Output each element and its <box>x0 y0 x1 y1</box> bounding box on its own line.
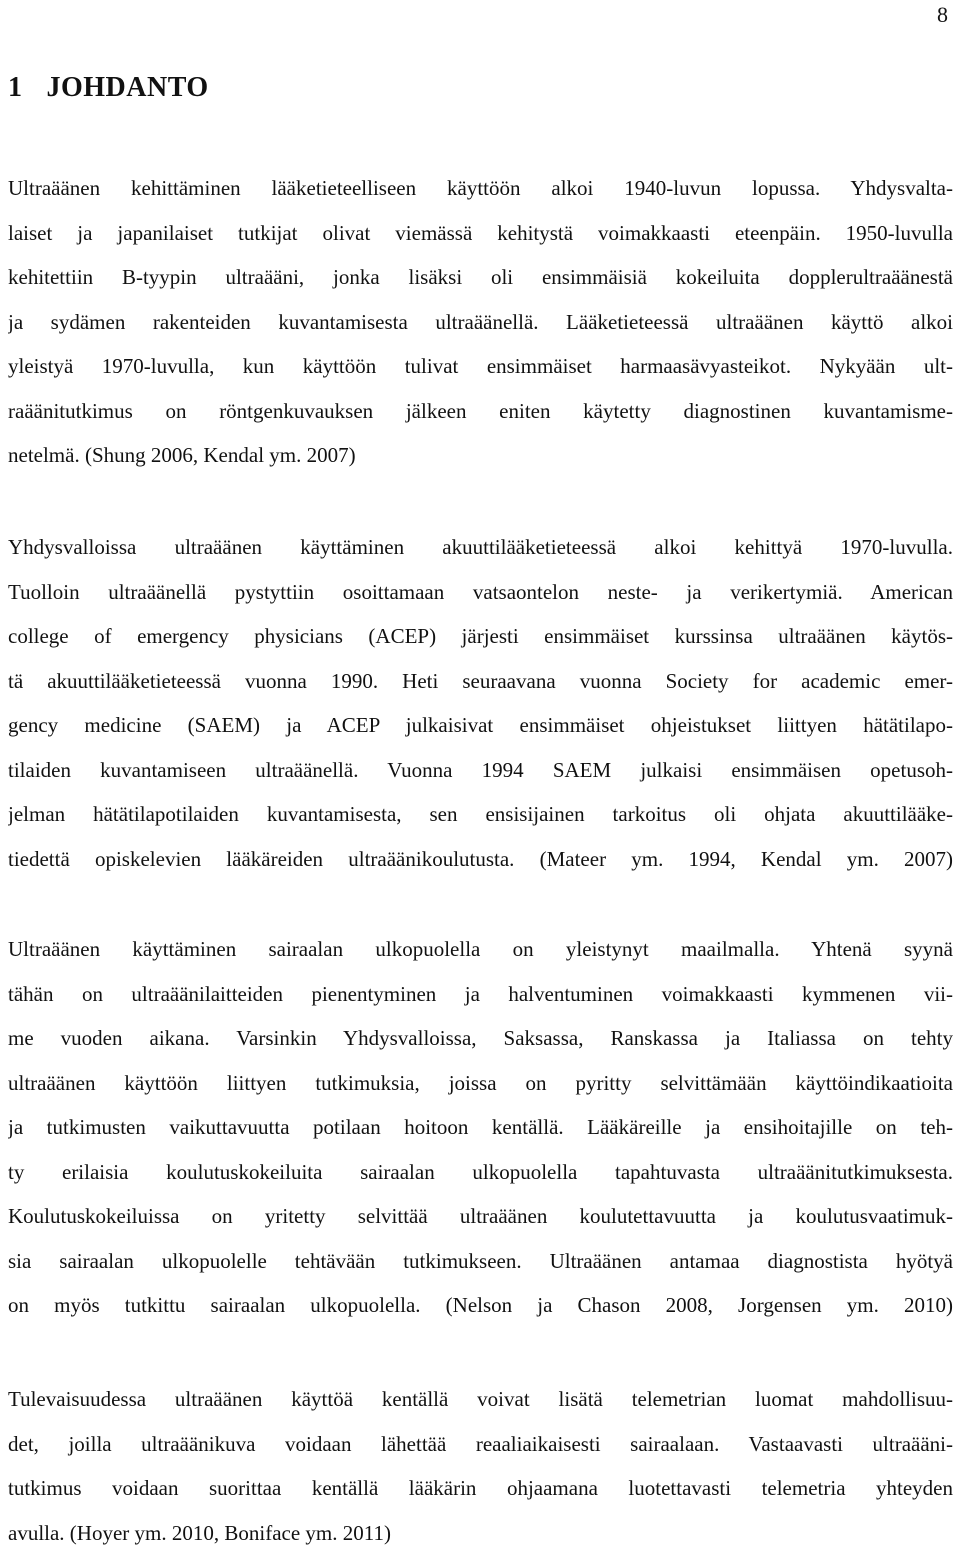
text-line: sia sairaalan ulkopuolelle tehtävään tutkimukseen. Ultraäänen antamaa diagnostista hyötyä <box>8 1239 953 1284</box>
text-line: ja tutkimusten vaikuttavuutta potilaan hoitoon kentällä. Lääkäreille ja ensihoitajille on teh- <box>8 1105 953 1150</box>
text-line: on myös tutkittu sairaalan ulkopuolella. (Nelson ja Chason 2008, Jorgensen ym. 2010) <box>8 1283 953 1328</box>
text-line: laiset ja japanilaiset tutkijat olivat viemässä kehitystä voimakkaasti eteenpäin. 1950-luvulla <box>8 211 953 256</box>
text-line: tähän on ultraäänilaitteiden pienentyminen ja halventuminen voimakkaasti kymmenen vii- <box>8 972 953 1017</box>
text-line: ja sydämen rakenteiden kuvantamisesta ultraäänellä. Lääketieteessä ultraäänen käyttö alkoi <box>8 300 953 345</box>
text-line: tiedettä opiskelevien lääkäreiden ultraäänikoulutusta. (Mateer ym. 1994, Kendal ym. 2007) <box>8 837 953 882</box>
text-line: Ultraäänen kehittäminen lääketieteelliseen käyttöön alkoi 1940-luvun lopussa. Yhdysvalta- <box>8 166 953 211</box>
text-line: Tuolloin ultraäänellä pystyttiin osoittamaan vatsaontelon neste- ja verikertymiä. American <box>8 570 953 615</box>
text-line: tutkimus voidaan suorittaa kentällä lääkärin ohjaamana luotettavasti telemetria yhteyden <box>8 1466 953 1511</box>
text-line: ultraäänen käyttöön liittyen tutkimuksia, joissa on pyritty selvittämään käyttöindikaatioita <box>8 1061 953 1106</box>
chapter-heading <box>8 72 209 104</box>
page-number: 8 <box>937 2 948 28</box>
text-line: college of emergency physicians (ACEP) järjesti ensimmäiset kurssinsa ultraäänen käytös- <box>8 614 953 659</box>
text-line: gency medicine (SAEM) ja ACEP julkaisivat ensimmäiset ohjeistukset liittyen hätätilapo- <box>8 703 953 748</box>
text-line: Tulevaisuudessa ultraäänen käyttöä kentällä voivat lisätä telemetrian luomat mahdollisuu- <box>8 1377 953 1422</box>
paragraph-1 <box>8 166 953 478</box>
text-line: me vuoden aikana. Varsinkin Yhdysvalloissa, Saksassa, Ranskassa ja Italiassa on tehty <box>8 1016 953 1061</box>
text-line: Ultraäänen käyttäminen sairaalan ulkopuolella on yleistynyt maailmalla. Yhtenä syynä <box>8 927 953 972</box>
text-line: det, joilla ultraäänikuva voidaan lähettää reaaliaikaisesti sairaalaan. Vastaavasti ultraääni- <box>8 1422 953 1467</box>
text-line: Koulutuskokeiluissa on yritetty selvittää ultraäänen koulutettavuutta ja koulutusvaatimuk- <box>8 1194 953 1239</box>
paragraph-2 <box>8 525 953 881</box>
text-line: raäänitutkimus on röntgenkuvauksen jälkeen eniten käytetty diagnostinen kuvantamisme- <box>8 389 953 434</box>
text-line: yleistyä 1970-luvulla, kun käyttöön tulivat ensimmäiset harmaasävyasteikot. Nykyään ult- <box>8 344 953 389</box>
text-line: netelmä. (Shung 2006, Kendal ym. 2007) <box>8 433 953 478</box>
text-line: Yhdysvalloissa ultraäänen käyttäminen akuuttilääketieteessä alkoi kehittyä 1970-luvulla. <box>8 525 953 570</box>
paragraph-3 <box>8 927 953 1328</box>
paragraph-4 <box>8 1377 953 1555</box>
text-line: kehitettiin B-tyypin ultraääni, jonka lisäksi oli ensimmäisiä kokeiluita dopplerultraäänestä <box>8 255 953 300</box>
text-line: tä akuuttilääketieteessä vuonna 1990. Heti seuraavana vuonna Society for academic emer- <box>8 659 953 704</box>
text-line: avulla. (Hoyer ym. 2010, Boniface ym. 2011) <box>8 1511 953 1555</box>
text-line: ty erilaisia koulutuskokeiluita sairaalan ulkopuolella tapahtuvasta ultraäänitutkimuksesta. <box>8 1150 953 1195</box>
text-line: tilaiden kuvantamiseen ultraäänellä. Vuonna 1994 SAEM julkaisi ensimmäisen opetusoh- <box>8 748 953 793</box>
text-line: jelman hätätilapotilaiden kuvantamisesta, sen ensisijainen tarkoitus oli ohjata akuuttilääke- <box>8 792 953 837</box>
chapter-title: JOHDANTO <box>47 72 209 103</box>
chapter-number: 1 <box>8 72 23 103</box>
